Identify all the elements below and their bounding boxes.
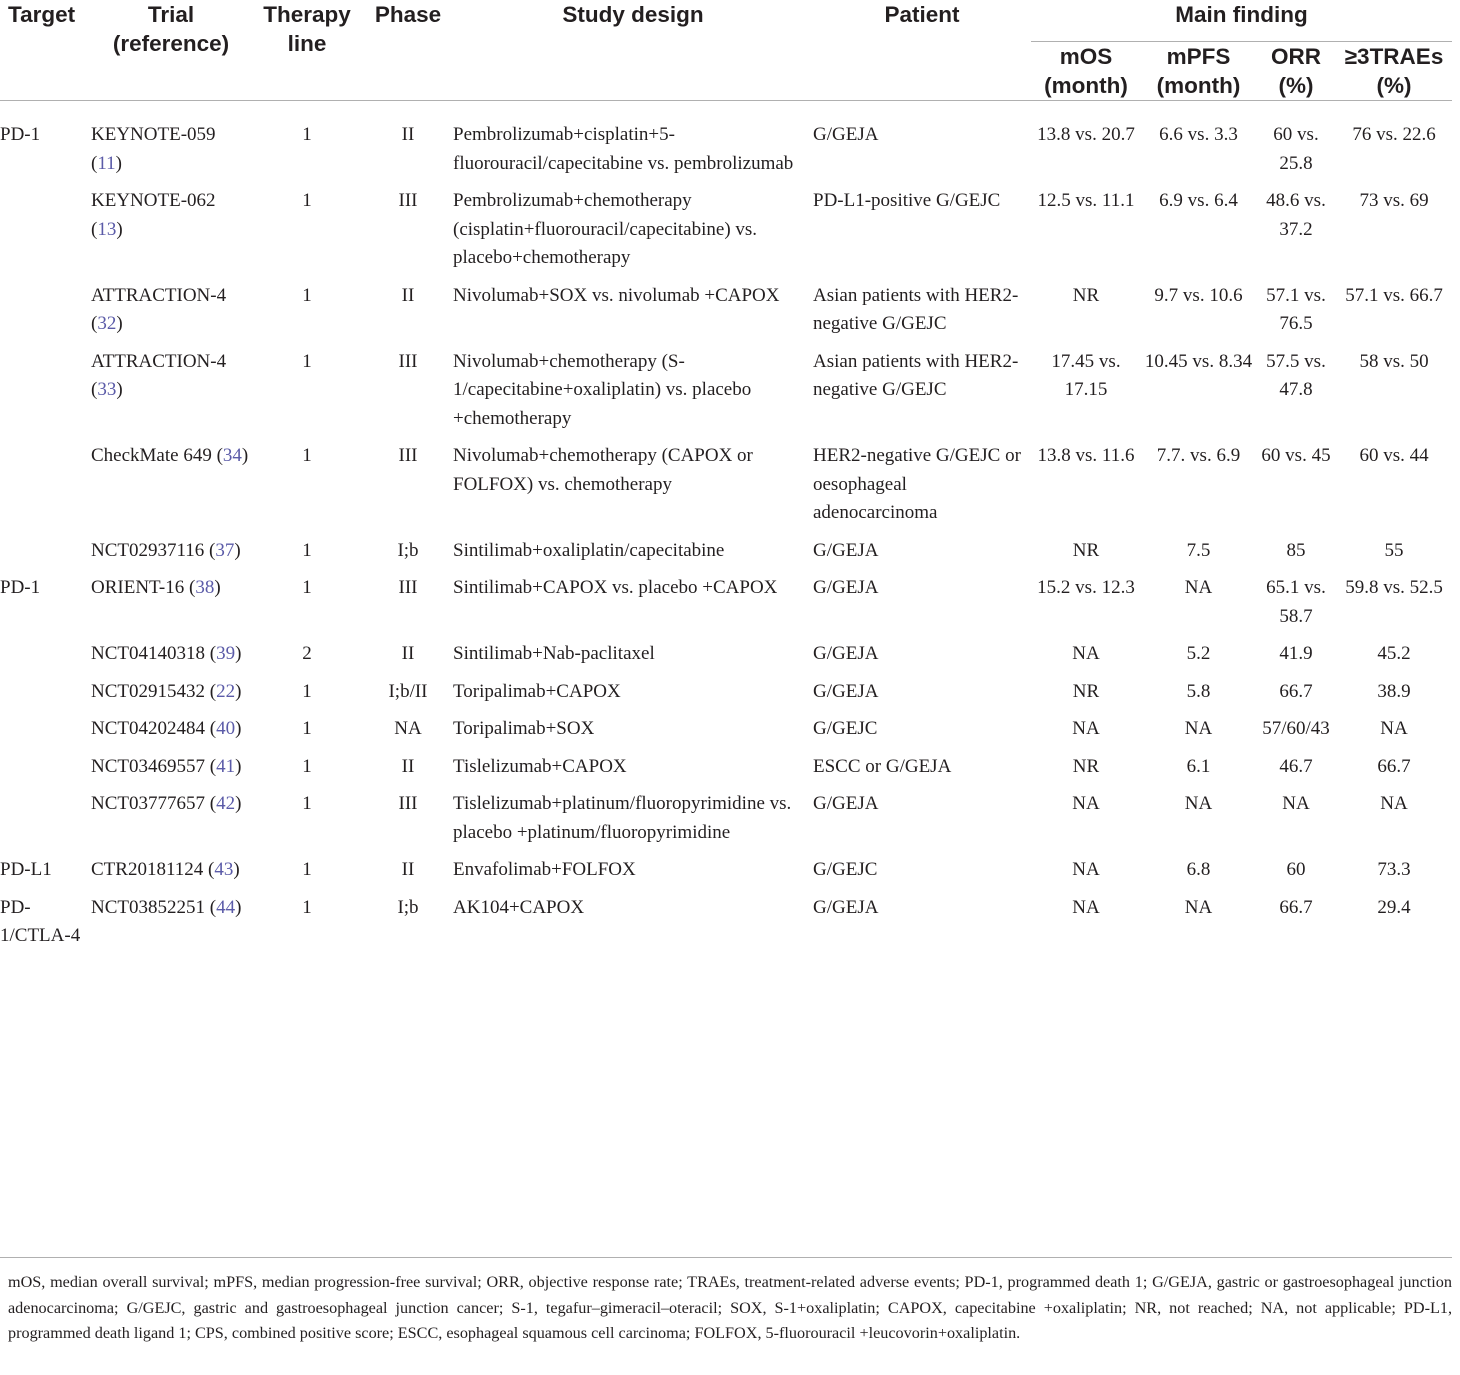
cell-orr: 57/60/43 — [1262, 718, 1330, 739]
cell-therapy-line: 1 — [302, 539, 312, 561]
header-phase: Phase — [363, 0, 453, 101]
table-row — [0, 101, 1452, 188]
header-main-finding: Main finding — [1031, 0, 1452, 42]
cell-trial: NCT03852251 (44) — [91, 896, 242, 918]
cell-mos: 12.5 vs. 11.1 — [1037, 190, 1135, 211]
table-header — [0, 0, 1452, 101]
reference-link[interactable]: 33 — [97, 379, 117, 400]
cell-traes: 66.7 — [1377, 755, 1411, 777]
cell-phase: III — [398, 793, 418, 814]
cell-target — [0, 537, 91, 575]
table-row — [0, 856, 1452, 894]
cell-mpfs: 10.45 vs. 8.34 — [1144, 350, 1253, 372]
cell-phase: I;b — [397, 896, 419, 918]
cell-therapy-line: 1 — [302, 124, 312, 145]
reference-link[interactable]: 37 — [215, 539, 235, 561]
cell-therapy-line: 1 — [302, 577, 312, 598]
cell-target — [0, 678, 91, 716]
cell-traes: 55 — [1384, 539, 1404, 561]
cell-mos: NA — [1072, 896, 1100, 918]
cell-therapy-line: 1 — [302, 190, 312, 211]
header-patient: Patient — [813, 0, 1031, 101]
cell-therapy-line: 1 — [302, 680, 312, 702]
cell-target — [0, 348, 91, 443]
header-target: Target — [0, 0, 91, 101]
cell-traes: 45.2 — [1377, 643, 1411, 664]
cell-target: PD-1 — [0, 577, 41, 598]
cell-phase: III — [398, 350, 418, 372]
cell-traes: 73 vs. 69 — [1359, 190, 1429, 211]
trial-name: ORIENT-16 — [91, 577, 185, 598]
cell-patient: PD-L1-positive G/GEJC — [813, 190, 1001, 211]
cell-mos: NA — [1072, 718, 1100, 739]
cell-mpfs: NA — [1184, 577, 1213, 598]
cell-trial: KEYNOTE-062 (13) — [91, 190, 216, 240]
cell-patient: G/GEJA — [813, 643, 879, 664]
cell-phase: II — [401, 859, 415, 880]
cell-therapy-line: 1 — [302, 793, 312, 814]
cell-study-design: Pembrolizumab+chemotherapy (cisplatin+fluorouracil/capecitabine) vs. placebo+chemotherapy — [453, 190, 758, 268]
cell-orr: 57.5 vs. 47.8 — [1266, 350, 1326, 400]
trial-name: NCT03469557 — [91, 755, 205, 777]
cell-patient: G/GEJA — [813, 896, 879, 918]
header-orr: ORR (%) — [1256, 42, 1336, 101]
cell-study-design: Nivolumab+SOX vs. nivolumab +CAPOX — [453, 284, 780, 306]
cell-mos: 13.8 vs. 20.7 — [1037, 124, 1135, 145]
cell-mos: NA — [1072, 643, 1100, 664]
cell-mpfs: NA — [1184, 793, 1213, 814]
cell-traes: 38.9 — [1377, 680, 1411, 702]
cell-target — [0, 790, 91, 856]
cell-traes: NA — [1380, 793, 1408, 814]
cell-mos: NR — [1072, 755, 1100, 777]
table-row — [0, 715, 1452, 753]
cell-orr: NA — [1282, 793, 1310, 814]
cell-study-design: Toripalimab+CAPOX — [453, 680, 621, 702]
cell-study-design: Envafolimab+FOLFOX — [453, 859, 636, 880]
table-row — [0, 348, 1452, 443]
cell-target — [0, 282, 91, 348]
cell-orr: 65.1 vs. 58.7 — [1266, 577, 1326, 627]
cell-patient: Asian patients with HER2-negative G/GEJC — [813, 284, 1019, 334]
cell-orr: 85 — [1286, 539, 1306, 561]
cell-traes: 73.3 — [1377, 859, 1411, 880]
trial-name: NCT02915432 — [91, 680, 205, 702]
cell-target — [0, 715, 91, 753]
header-traes: ≥3TRAEs (%) — [1336, 42, 1452, 101]
reference-link[interactable]: 43 — [214, 859, 234, 880]
reference-link[interactable]: 40 — [216, 718, 236, 739]
table-row — [0, 894, 1452, 969]
cell-target — [0, 753, 91, 791]
reference-link[interactable]: 44 — [216, 896, 236, 918]
trial-name: ATTRACTION-4 — [91, 350, 227, 372]
cell-mpfs: 6.9 vs. 6.4 — [1159, 190, 1238, 211]
cell-mos: NR — [1072, 680, 1100, 702]
cell-traes: 58 vs. 50 — [1359, 350, 1429, 372]
cell-orr: 48.6 vs. 37.2 — [1266, 190, 1326, 240]
reference-link[interactable]: 38 — [195, 577, 215, 598]
cell-mpfs: 5.8 — [1186, 680, 1211, 702]
header-trial: Trial (reference) — [91, 0, 251, 101]
cell-therapy-line: 1 — [302, 896, 312, 918]
table-row — [0, 790, 1452, 856]
cell-phase: II — [401, 755, 415, 777]
cell-target — [0, 640, 91, 678]
cell-patient: HER2-negative G/GEJC or oesophageal adenocarcinoma — [813, 445, 1021, 523]
cell-patient: Asian patients with HER2-negative G/GEJC — [813, 350, 1019, 400]
table-body — [0, 101, 1452, 969]
reference-link[interactable]: 32 — [97, 313, 117, 334]
cell-trial: CheckMate 649 (34) — [91, 445, 249, 466]
reference-link[interactable]: 41 — [216, 755, 236, 777]
cell-orr: 57.1 vs. 76.5 — [1266, 284, 1326, 334]
cell-patient: G/GEJA — [813, 577, 879, 598]
cell-mpfs: 6.1 — [1186, 755, 1211, 777]
table-footnote: mOS, median overall survival; mPFS, median progression-free survival; ORR, objective response rate; TRAEs, treatment-related adverse events; PD-1, programmed death 1; G/GEJA, gastric or gastroesophageal junction adenocarcinoma; G/GEJC, gastric and gastroesophageal junction cancer; S-1, tegafur–gimeracil–oteracil; SOX, S-1+oxaliplatin; CAPOX, capecitabine +oxaliplatin; NR, not reached; NA, not applicable; PD-L1, programmed death ligand 1; CPS, combined positive score; ESCC, esophageal squamous cell carcinoma; FOLFOX, 5-fluorouracil +leucovorin+oxaliplatin. — [0, 1257, 1452, 1347]
cell-trial: NCT02915432 (22) — [91, 680, 242, 702]
cell-trial: KEYNOTE-059 (11) — [91, 124, 216, 174]
trial-name: CheckMate 649 — [91, 445, 212, 466]
cell-trial: ORIENT-16 (38) — [91, 577, 221, 598]
cell-target: PD-1 — [0, 124, 41, 145]
header-study-design: Study design — [453, 0, 813, 101]
table-row — [0, 574, 1452, 640]
cell-patient: G/GEJA — [813, 539, 879, 561]
cell-phase: III — [398, 577, 418, 598]
cell-orr: 46.7 — [1279, 755, 1313, 777]
cell-orr: 66.7 — [1279, 896, 1313, 918]
cell-phase: II — [401, 643, 415, 664]
cell-traes: 59.8 vs. 52.5 — [1345, 577, 1443, 598]
cell-study-design: Tislelizumab+platinum/fluoropyrimidine vs. placebo +platinum/fluoropyrimidine — [453, 793, 792, 843]
trial-name: NCT04140318 — [91, 643, 205, 664]
cell-traes: 60 vs. 44 — [1359, 445, 1429, 466]
cell-phase: III — [398, 445, 418, 466]
trial-name: NCT04202484 — [91, 718, 205, 739]
cell-mpfs: 9.7 vs. 10.6 — [1154, 284, 1243, 306]
cell-mpfs: 6.6 vs. 3.3 — [1159, 124, 1238, 145]
trial-name: ATTRACTION-4 — [91, 284, 227, 306]
cell-study-design: AK104+CAPOX — [453, 896, 585, 918]
cell-therapy-line: 1 — [302, 718, 312, 739]
cell-mpfs: 7.7. vs. 6.9 — [1156, 445, 1241, 466]
trial-name: CTR20181124 — [91, 859, 204, 880]
cell-therapy-line: 1 — [302, 350, 312, 372]
cell-traes: NA — [1380, 718, 1408, 739]
cell-orr: 41.9 — [1279, 643, 1313, 664]
cell-study-design: Nivolumab+chemotherapy (CAPOX or FOLFOX) vs. chemotherapy — [453, 445, 753, 495]
cell-trial: ATTRACTION-4 (33) — [91, 350, 227, 400]
cell-trial: NCT04140318 (39) — [91, 643, 242, 664]
cell-mos: 17.45 vs. 17.15 — [1051, 350, 1121, 400]
cell-phase: I;b — [397, 539, 419, 561]
table-row — [0, 187, 1452, 282]
cell-traes: 76 vs. 22.6 — [1352, 124, 1436, 145]
cell-patient: ESCC or G/GEJA — [813, 755, 952, 777]
trial-name: KEYNOTE-059 — [91, 124, 216, 145]
reference-link[interactable]: 39 — [216, 643, 236, 664]
cell-mpfs: NA — [1184, 718, 1213, 739]
cell-patient: G/GEJA — [813, 680, 879, 702]
table-row — [0, 537, 1452, 575]
cell-orr: 60 vs. 25.8 — [1273, 124, 1319, 174]
cell-mos: NA — [1072, 859, 1100, 880]
cell-target: PD-L1 — [0, 859, 52, 880]
cell-mos: NR — [1072, 284, 1100, 306]
cell-trial: CTR20181124 (43) — [91, 859, 240, 880]
cell-therapy-line: 1 — [302, 859, 312, 880]
cell-patient: G/GEJC — [813, 859, 878, 880]
header-mos: mOS (month) — [1031, 42, 1141, 101]
cell-phase: III — [398, 190, 418, 211]
cell-study-design: Tislelizumab+CAPOX — [453, 755, 627, 777]
cell-mos: 15.2 vs. 12.3 — [1037, 577, 1135, 598]
trial-name: KEYNOTE-062 — [91, 190, 216, 211]
cell-study-design: Toripalimab+SOX — [453, 718, 595, 739]
cell-patient: G/GEJA — [813, 124, 879, 145]
cell-patient: G/GEJC — [813, 718, 878, 739]
trial-name: NCT03852251 — [91, 896, 205, 918]
reference-link[interactable]: 22 — [216, 680, 236, 702]
cell-mos: NA — [1072, 793, 1100, 814]
cell-orr: 60 vs. 45 — [1261, 445, 1331, 466]
cell-orr: 60 — [1286, 859, 1306, 880]
cell-study-design: Sintilimab+Nab-paclitaxel — [453, 643, 655, 664]
cell-traes: 29.4 — [1377, 896, 1411, 918]
cell-target: PD-1/CTLA-4 — [0, 896, 81, 946]
cell-mpfs: NA — [1184, 896, 1213, 918]
cell-trial: NCT04202484 (40) — [91, 718, 242, 739]
cell-trial: NCT03777657 (42) — [91, 793, 242, 814]
reference-link[interactable]: 13 — [97, 218, 117, 240]
table-row — [0, 442, 1452, 537]
cell-study-design: Sintilimab+CAPOX vs. placebo +CAPOX — [453, 577, 778, 598]
cell-traes: 57.1 vs. 66.7 — [1345, 284, 1443, 306]
cell-study-design: Nivolumab+chemotherapy (S-1/capecitabine+oxaliplatin) vs. placebo +chemotherapy — [453, 350, 752, 429]
header-mpfs: mPFS (month) — [1141, 42, 1256, 101]
cell-patient: G/GEJA — [813, 793, 879, 814]
trial-name: NCT02937116 — [91, 539, 205, 561]
cell-study-design: Pembrolizumab+cisplatin+5-fluorouracil/capecitabine vs. pembrolizumab — [453, 124, 794, 174]
cell-mpfs: 6.8 — [1186, 859, 1211, 880]
cell-trial: NCT02937116 (37) — [91, 539, 241, 561]
reference-link[interactable]: 42 — [216, 793, 236, 814]
cell-mpfs: 7.5 — [1186, 539, 1211, 561]
cell-phase: II — [401, 284, 415, 306]
cell-phase: NA — [394, 718, 422, 739]
cell-target — [0, 187, 91, 282]
reference-link[interactable]: 11 — [97, 152, 116, 174]
cell-therapy-line: 2 — [302, 643, 312, 664]
cell-mos: NR — [1072, 539, 1100, 561]
cell-therapy-line: 1 — [302, 284, 312, 306]
cell-phase: I;b/II — [388, 680, 428, 702]
cell-trial: NCT03469557 (41) — [91, 755, 242, 777]
cell-mpfs: 5.2 — [1186, 643, 1211, 664]
table-row — [0, 678, 1452, 716]
table-row — [0, 282, 1452, 348]
cell-therapy-line: 1 — [302, 445, 312, 466]
cell-phase: II — [401, 124, 415, 145]
cell-trial: ATTRACTION-4 (32) — [91, 284, 227, 334]
reference-link[interactable]: 34 — [222, 445, 242, 466]
trial-name: NCT03777657 — [91, 793, 205, 814]
cell-study-design: Sintilimab+oxaliplatin/capecitabine — [453, 539, 725, 561]
table-row — [0, 753, 1452, 791]
cell-therapy-line: 1 — [302, 755, 312, 777]
cell-target — [0, 442, 91, 537]
table-row — [0, 640, 1452, 678]
cell-mos: 13.8 vs. 11.6 — [1037, 445, 1135, 466]
cell-orr: 66.7 — [1279, 680, 1313, 702]
header-therapy-line: Therapy line — [251, 0, 363, 101]
